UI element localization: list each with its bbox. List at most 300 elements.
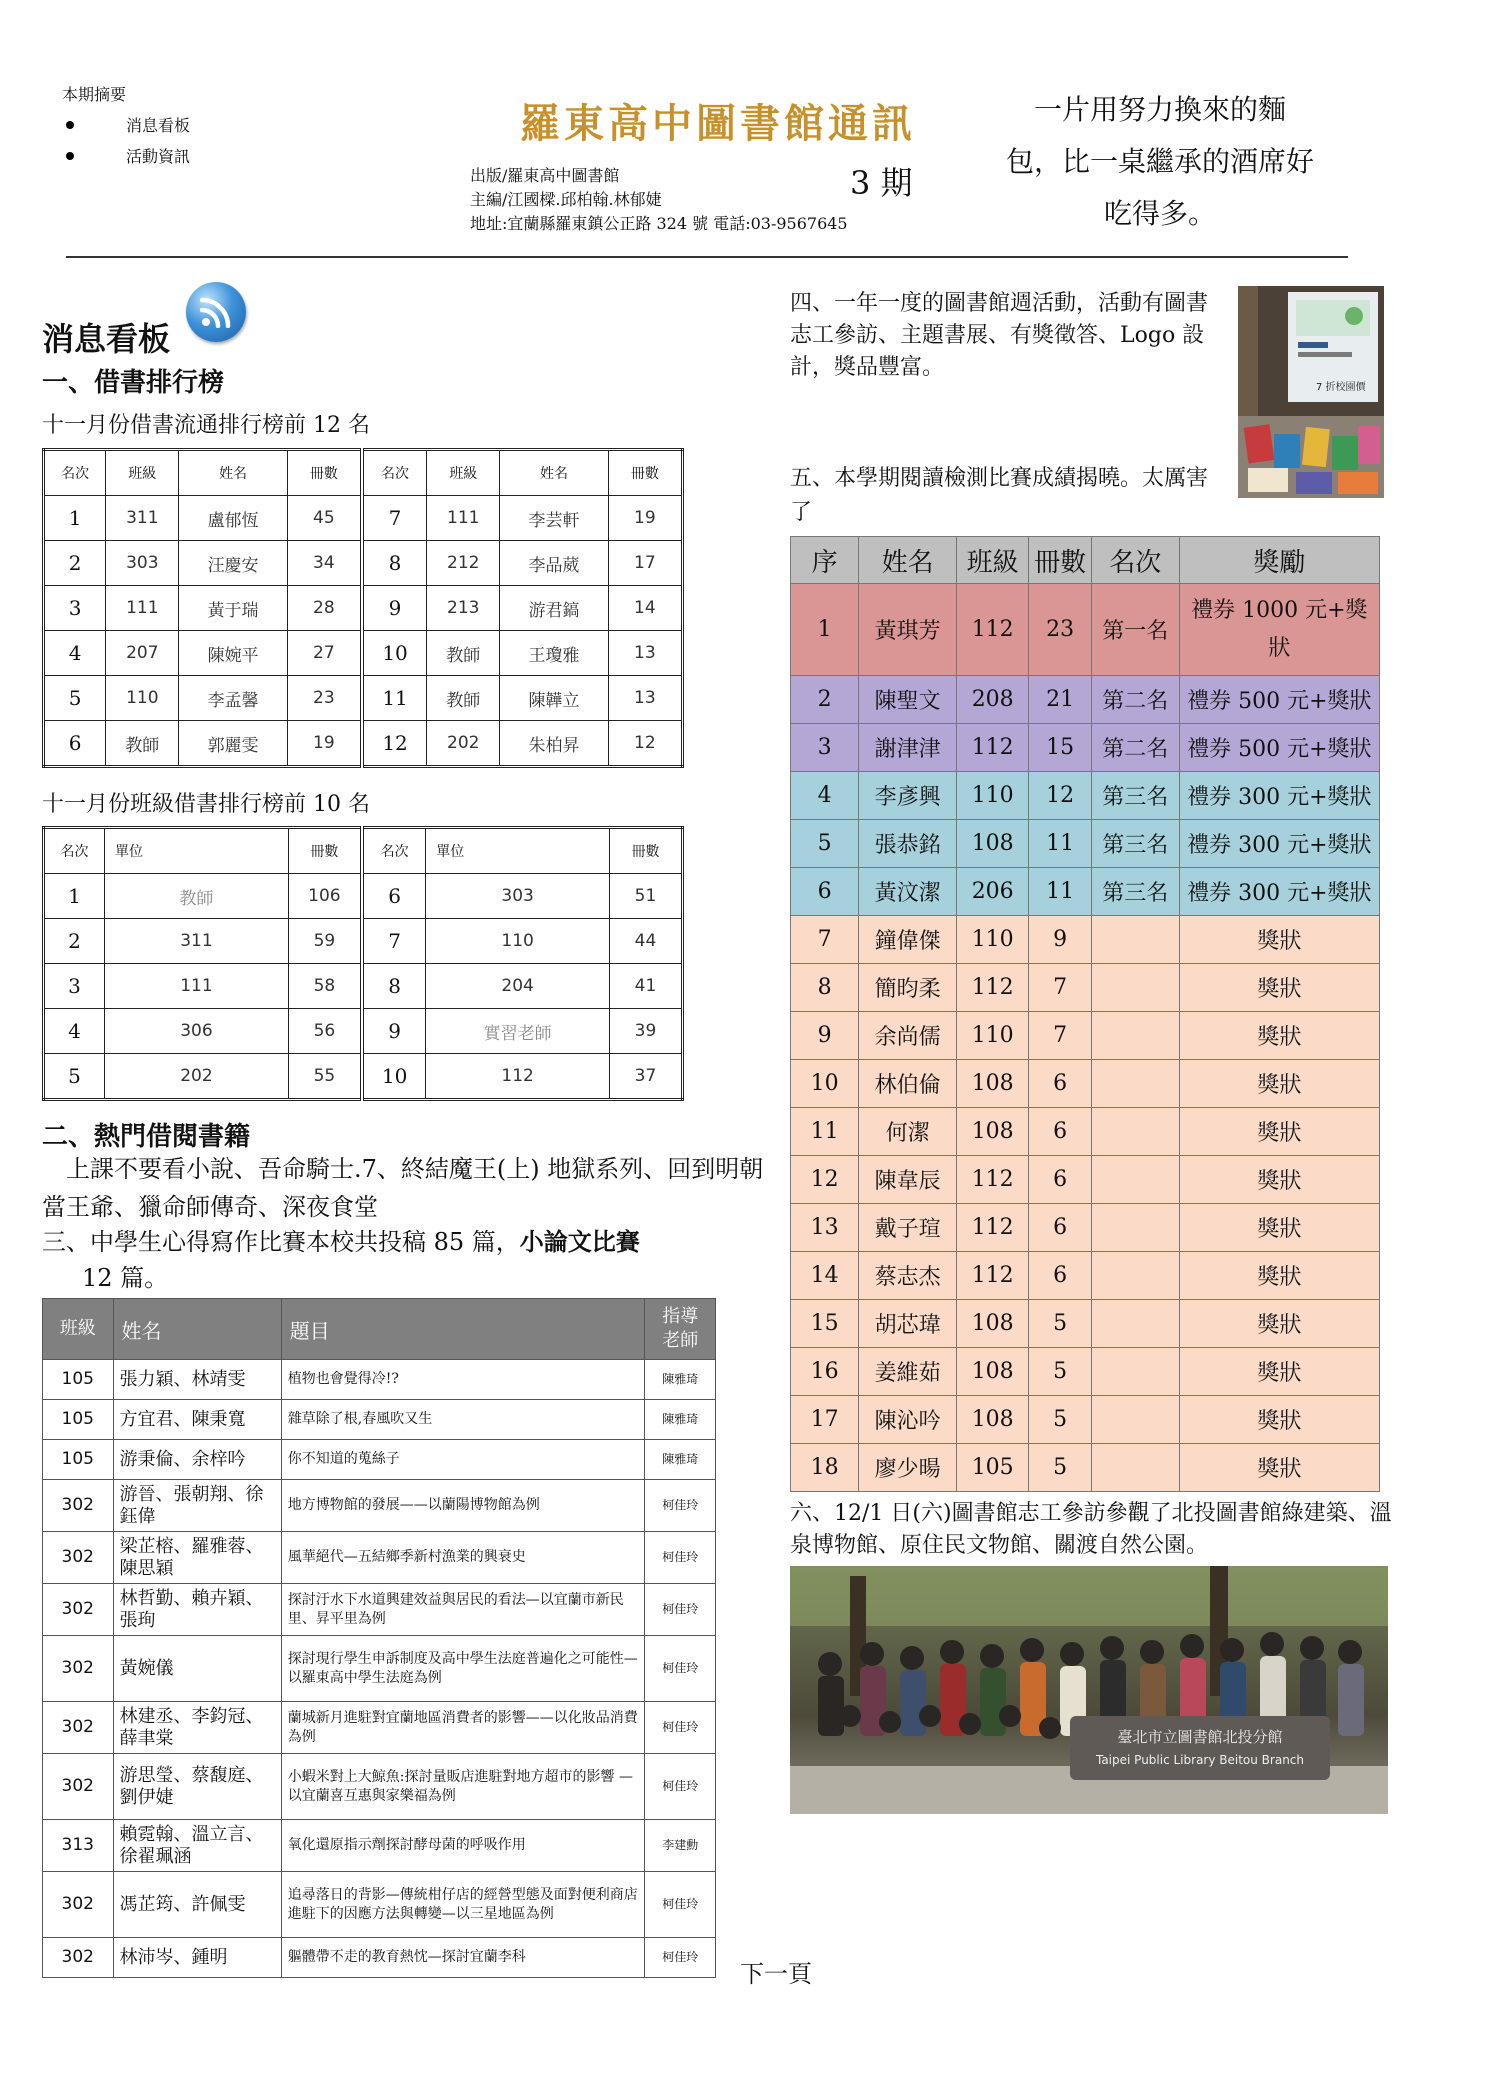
column-header: 冊數 <box>1029 537 1091 584</box>
column-header: 名次 <box>44 828 105 874</box>
table-cell: 6 <box>1029 1060 1091 1108</box>
table-cell: 206 <box>956 868 1028 916</box>
table-cell: 110 <box>956 772 1028 820</box>
table-cell: 陳雅琦 <box>645 1400 716 1440</box>
group-photo <box>790 1566 1388 1814</box>
table-row <box>43 1360 716 1400</box>
column-header: 班級 <box>43 1299 114 1360</box>
table-cell: 8 <box>362 964 426 1009</box>
table-cell <box>1091 1204 1179 1252</box>
book-display-photo <box>1238 286 1384 498</box>
table-cell: 1 <box>44 874 105 919</box>
photo-sign-en: Taipei Public Library Beitou Branch <box>1095 1753 1305 1767</box>
table-cell: 112 <box>956 1204 1028 1252</box>
table-cell: 5 <box>44 676 106 721</box>
table-cell: 311 <box>105 919 289 964</box>
table-cell: 禮券 500 元+獎狀 <box>1179 724 1379 772</box>
table-cell: 梁芷榕、羅雅蓉、陳思穎 <box>113 1532 281 1584</box>
table-cell: 7 <box>1029 964 1091 1012</box>
table-cell: 盧郁恆 <box>179 496 287 541</box>
table-cell: 4 <box>44 1009 105 1054</box>
table-row <box>43 1480 716 1532</box>
table-cell: 204 <box>426 964 610 1009</box>
table-row <box>791 584 1380 676</box>
table-cell: 56 <box>288 1009 362 1054</box>
table-cell: 林伯倫 <box>859 1060 957 1108</box>
table-cell: 第二名 <box>1091 676 1179 724</box>
table-cell: 林沛岑、鍾明 <box>113 1938 281 1978</box>
table-cell: 5 <box>1029 1444 1091 1492</box>
table-row <box>43 1636 716 1702</box>
table-cell: 風華絕代—五結鄉季新村漁業的興衰史 <box>281 1532 645 1584</box>
table-cell: 李孟馨 <box>179 676 287 721</box>
table-cell <box>1091 1108 1179 1156</box>
table-cell: 51 <box>609 874 682 919</box>
column-header: 單位 <box>105 828 289 874</box>
issue-number: 3 期 <box>850 164 913 202</box>
table-row <box>791 676 1380 724</box>
table-cell: 李芸軒 <box>500 496 608 541</box>
table-cell <box>1091 964 1179 1012</box>
table-cell: 105 <box>956 1444 1028 1492</box>
table-row <box>44 919 683 964</box>
table-row <box>43 1532 716 1584</box>
table-cell: 5 <box>1029 1300 1091 1348</box>
table-cell: 13 <box>608 631 682 676</box>
table-cell: 獎狀 <box>1179 1444 1379 1492</box>
table-cell: 蘭城新月進駐對宜蘭地區消費者的影響——以化妝品消費為例 <box>281 1702 645 1754</box>
table-cell: 柯佳玲 <box>645 1584 716 1636</box>
table-cell: 小蝦米對上大鯨魚:探討量販店進駐對地方超市的影響 —以宜蘭喜互惠與家樂福為例 <box>281 1754 645 1820</box>
table-row <box>43 1400 716 1440</box>
table-cell: 23 <box>1029 584 1091 676</box>
essay-contest-table <box>42 1298 716 1978</box>
table-cell: 戴子瑄 <box>859 1204 957 1252</box>
class-ranking-table <box>42 826 684 1101</box>
table-cell: 23 <box>287 676 362 721</box>
contest-bold: 小論文比賽 <box>519 1227 640 1256</box>
table-cell: 4 <box>44 631 106 676</box>
table-cell: 202 <box>427 721 500 767</box>
table-cell: 14 <box>791 1252 859 1300</box>
table-cell: 獎狀 <box>1179 1252 1379 1300</box>
individual-ranking-table <box>42 448 684 768</box>
newsletter-title: 羅東高中圖書館通訊 <box>520 100 916 147</box>
table-cell: 108 <box>956 1396 1028 1444</box>
table-cell: 王瓊雅 <box>500 631 608 676</box>
bullet-icon <box>66 152 74 160</box>
table-cell: 58 <box>288 964 362 1009</box>
hot-books-heading: 二、熱門借閱書籍 <box>42 1122 251 1152</box>
table-cell: 19 <box>608 496 682 541</box>
table-cell: 獎狀 <box>1179 1348 1379 1396</box>
table-cell: 游思瑩、蔡馥庭、劉伊婕 <box>113 1754 281 1820</box>
column-header: 序 <box>791 537 859 584</box>
table-cell: 獎狀 <box>1179 1156 1379 1204</box>
table-row <box>791 1252 1380 1300</box>
table-row <box>44 874 683 919</box>
table-cell: 111 <box>106 586 179 631</box>
table-row <box>791 964 1380 1012</box>
table-cell: 雜草除了根,春風吹又生 <box>281 1400 645 1440</box>
table-cell: 陳沁吟 <box>859 1396 957 1444</box>
table-row <box>791 1348 1380 1396</box>
table-cell: 110 <box>426 919 610 964</box>
table-cell: 15 <box>791 1300 859 1348</box>
ranking-heading: 一、借書排行榜 <box>42 368 225 398</box>
column-header: 班級 <box>106 450 179 496</box>
individual-ranking-caption: 十一月份借書流通排行榜前 12 名 <box>42 413 370 438</box>
editors: 主編/江國樑.邱柏翰.林郁婕 <box>470 190 662 209</box>
table-cell: 游君鎬 <box>500 586 608 631</box>
column-header: 姓名 <box>859 537 957 584</box>
column-header: 姓名 <box>179 450 287 496</box>
table-row <box>791 1012 1380 1060</box>
table-cell: 39 <box>609 1009 682 1054</box>
table-cell: 柯佳玲 <box>645 1872 716 1938</box>
table-row <box>43 1872 716 1938</box>
table-cell: 柯佳玲 <box>645 1480 716 1532</box>
table-cell: 108 <box>956 1300 1028 1348</box>
table-cell: 你不知道的蒐絲子 <box>281 1440 645 1480</box>
table-cell: 10 <box>362 1054 426 1100</box>
table-cell: 6 <box>1029 1156 1091 1204</box>
essay-table-viewport <box>42 1298 732 1990</box>
table-row <box>791 1156 1380 1204</box>
table-cell: 5 <box>1029 1348 1091 1396</box>
table-row <box>791 772 1380 820</box>
table-cell: 3 <box>791 724 859 772</box>
table-cell: 黃于瑞 <box>179 586 287 631</box>
table-cell: 21 <box>1029 676 1091 724</box>
library-week-text: 四、一年一度的圖書館週活動，活動有圖書志工參訪、主題書展、有獎徵答、Logo 設計，獎品豐富。 <box>790 291 1209 380</box>
table-cell: 陳韡立 <box>500 676 608 721</box>
table-cell <box>1091 1396 1179 1444</box>
table-cell: 108 <box>956 1348 1028 1396</box>
table-cell: 12 <box>608 721 682 767</box>
table-cell: 112 <box>956 584 1028 676</box>
table-cell: 黃琪芳 <box>859 584 957 676</box>
table-cell: 302 <box>43 1702 114 1754</box>
table-cell: 9 <box>791 1012 859 1060</box>
table-cell: 第三名 <box>1091 868 1179 916</box>
column-header: 冊數 <box>287 450 362 496</box>
table-cell: 13 <box>791 1204 859 1252</box>
table-row <box>44 721 683 767</box>
column-header: 獎勵 <box>1179 537 1379 584</box>
table-row <box>44 631 683 676</box>
table-row <box>791 1060 1380 1108</box>
hot-books-text: 上課不要看小說、吾命騎士.7、終結魔王(上) 地獄系列、回到明朝當王爺、獵命師傳奇、深夜食堂 <box>42 1155 764 1221</box>
table-cell: 111 <box>105 964 289 1009</box>
table-cell: 12 <box>791 1156 859 1204</box>
table-cell: 7 <box>791 916 859 964</box>
table-row <box>791 820 1380 868</box>
table-cell <box>1091 1156 1179 1204</box>
table-cell: 廖少暘 <box>859 1444 957 1492</box>
table-row <box>44 1054 683 1100</box>
table-cell: 6 <box>791 868 859 916</box>
table-cell: 教師 <box>427 676 500 721</box>
field-trip-text: 六、12/1 日(六)圖書館志工參訪參觀了北投圖書館綠建築、溫泉博物館、原住民文物館、關渡自然公園。 <box>790 1501 1392 1558</box>
table-row <box>44 676 683 721</box>
table-cell: 311 <box>106 496 179 541</box>
column-header: 冊數 <box>609 828 682 874</box>
table-cell: 鐘偉傑 <box>859 916 957 964</box>
table-row <box>791 916 1380 964</box>
table-cell: 8 <box>362 541 427 586</box>
table-cell: 10 <box>362 631 427 676</box>
contest-text: 三、中學生心得寫作比賽本校共投稿 85 篇，小論文比賽 12 篇。 <box>42 1227 640 1292</box>
table-cell: 1 <box>791 584 859 676</box>
table-cell: 陳雅琦 <box>645 1360 716 1400</box>
table-cell: 第三名 <box>1091 820 1179 868</box>
table-cell: 9 <box>362 1009 426 1054</box>
table-cell: 探討現行學生申訴制度及高中學生法庭普遍化之可能性—以羅東高中學生法庭為例 <box>281 1636 645 1702</box>
table-cell: 9 <box>1029 916 1091 964</box>
column-header: 名次 <box>1091 537 1179 584</box>
table-cell: 55 <box>288 1054 362 1100</box>
column-header: 冊數 <box>608 450 682 496</box>
table-cell: 柯佳玲 <box>645 1754 716 1820</box>
table-row <box>43 1440 716 1480</box>
table-cell: 汪慶安 <box>179 541 287 586</box>
table-cell: 陳聖文 <box>859 676 957 724</box>
table-cell: 7 <box>362 496 427 541</box>
table-cell: 6 <box>1029 1108 1091 1156</box>
table-cell: 16 <box>791 1348 859 1396</box>
table-cell: 1 <box>44 496 106 541</box>
table-cell: 教師 <box>105 874 289 919</box>
table-cell: 李建勳 <box>645 1820 716 1872</box>
table-cell <box>1091 1060 1179 1108</box>
table-cell: 獎狀 <box>1179 1060 1379 1108</box>
table-cell: 獎狀 <box>1179 1108 1379 1156</box>
table-row <box>791 1300 1380 1348</box>
table-cell: 姜維茹 <box>859 1348 957 1396</box>
table-cell: 李品葳 <box>500 541 608 586</box>
column-header: 題目 <box>281 1299 645 1360</box>
table-cell: 110 <box>956 1012 1028 1060</box>
table-row <box>43 1938 716 1978</box>
table-cell: 37 <box>609 1054 682 1100</box>
summary-item-activities[interactable]: 活動資訊 <box>66 144 190 167</box>
table-cell: 12 <box>362 721 427 767</box>
table-cell: 禮券 300 元+獎狀 <box>1179 772 1379 820</box>
table-cell: 第二名 <box>1091 724 1179 772</box>
table-cell: 7 <box>1029 1012 1091 1060</box>
table-cell: 302 <box>43 1532 114 1584</box>
table-cell: 28 <box>287 586 362 631</box>
table-cell: 張力穎、林靖雯 <box>113 1360 281 1400</box>
table-header-row <box>791 537 1380 584</box>
table-cell: 12 <box>1029 772 1091 820</box>
table-cell: 112 <box>956 724 1028 772</box>
table-cell: 112 <box>956 964 1028 1012</box>
table-cell: 213 <box>427 586 500 631</box>
table-cell: 7 <box>362 919 426 964</box>
table-cell: 110 <box>956 916 1028 964</box>
table-cell: 302 <box>43 1480 114 1532</box>
table-row <box>43 1702 716 1754</box>
table-cell: 何潔 <box>859 1108 957 1156</box>
address: 地址:宜蘭縣羅東鎮公正路 324 號 電話:03-9567645 <box>470 214 848 233</box>
table-cell: 110 <box>106 676 179 721</box>
table-cell: 胡芯瑋 <box>859 1300 957 1348</box>
table-cell: 5 <box>1029 1396 1091 1444</box>
table-cell: 林哲勤、賴卉穎、張珣 <box>113 1584 281 1636</box>
table-cell: 2 <box>44 919 105 964</box>
table-cell: 6 <box>362 874 426 919</box>
table-row <box>791 868 1380 916</box>
table-cell: 陳雅琦 <box>645 1440 716 1480</box>
table-cell: 313 <box>43 1820 114 1872</box>
table-cell: 11 <box>362 676 427 721</box>
column-header: 班級 <box>956 537 1028 584</box>
table-cell: 游晉、張朝翔、徐鈺偉 <box>113 1480 281 1532</box>
table-cell: 11 <box>791 1108 859 1156</box>
column-header: 名次 <box>362 450 427 496</box>
table-cell: 8 <box>791 964 859 1012</box>
table-cell: 302 <box>43 1636 114 1702</box>
table-cell: 112 <box>426 1054 610 1100</box>
table-cell: 陳婉平 <box>179 631 287 676</box>
table-cell: 45 <box>287 496 362 541</box>
table-cell: 獎狀 <box>1179 1396 1379 1444</box>
summary-title: 本期摘要 <box>62 85 127 104</box>
table-cell: 302 <box>43 1872 114 1938</box>
table-cell <box>1091 916 1179 964</box>
reading-contest-text: 五、本學期閱讀檢測比賽成績揭曉。太厲害了 <box>790 466 1209 525</box>
table-cell: 禮券 1000 元+獎狀 <box>1179 584 1379 676</box>
table-cell: 教師 <box>427 631 500 676</box>
table-cell <box>1091 1300 1179 1348</box>
table-cell <box>1091 1252 1179 1300</box>
table-cell: 林建丞、李鈞冠、薛聿棠 <box>113 1702 281 1754</box>
table-cell: 郭麗雯 <box>179 721 287 767</box>
table-cell: 3 <box>44 586 106 631</box>
table-cell: 禮券 300 元+獎狀 <box>1179 820 1379 868</box>
table-cell: 軀體帶不走的教育熱忱—探討宜蘭李科 <box>281 1938 645 1978</box>
column-header: 單位 <box>426 828 610 874</box>
table-cell: 13 <box>608 676 682 721</box>
table-cell: 112 <box>956 1252 1028 1300</box>
table-cell: 2 <box>44 541 106 586</box>
class-ranking-caption: 十一月份班級借書排行榜前 10 名 <box>42 792 370 817</box>
issue-summary <box>62 82 190 167</box>
table-cell: 張恭銘 <box>859 820 957 868</box>
table-cell: 17 <box>608 541 682 586</box>
reading-contest-table <box>790 536 1380 1492</box>
table-cell: 306 <box>105 1009 289 1054</box>
table-cell: 柯佳玲 <box>645 1532 716 1584</box>
table-cell: 獎狀 <box>1179 1300 1379 1348</box>
table-cell: 44 <box>609 919 682 964</box>
table-cell: 17 <box>791 1396 859 1444</box>
table-row <box>44 1009 683 1054</box>
table-cell: 212 <box>427 541 500 586</box>
table-cell: 108 <box>956 1108 1028 1156</box>
table-cell: 柯佳玲 <box>645 1938 716 1978</box>
table-cell: 105 <box>43 1400 114 1440</box>
table-cell: 柯佳玲 <box>645 1636 716 1702</box>
table-cell: 游秉倫、余梓吟 <box>113 1440 281 1480</box>
publisher: 出版/羅東高中圖書館 <box>470 166 620 185</box>
table-cell: 獎狀 <box>1179 916 1379 964</box>
table-cell: 208 <box>956 676 1028 724</box>
table-row <box>44 964 683 1009</box>
table-cell: 18 <box>791 1444 859 1492</box>
table-cell <box>1091 1444 1179 1492</box>
table-cell: 112 <box>956 1156 1028 1204</box>
table-cell: 禮券 300 元+獎狀 <box>1179 868 1379 916</box>
table-row <box>791 1204 1380 1252</box>
table-cell: 15 <box>1029 724 1091 772</box>
table-cell: 27 <box>287 631 362 676</box>
bullet-icon <box>66 121 74 129</box>
table-cell: 謝津津 <box>859 724 957 772</box>
column-header: 名次 <box>44 450 106 496</box>
table-row <box>791 1396 1380 1444</box>
table-cell: 303 <box>426 874 610 919</box>
table-row <box>791 1108 1380 1156</box>
motto-quote: 一片用努力換來的麵 包，比一桌繼承的酒席好 吃得多。 <box>1005 93 1314 230</box>
table-cell: 4 <box>791 772 859 820</box>
table-cell: 地方博物館的發展——以蘭陽博物館為例 <box>281 1480 645 1532</box>
table-cell <box>1091 1348 1179 1396</box>
column-header: 冊數 <box>288 828 362 874</box>
publication-info <box>470 164 848 236</box>
table-cell: 獎狀 <box>1179 964 1379 1012</box>
table-cell: 303 <box>106 541 179 586</box>
table-cell: 202 <box>105 1054 289 1100</box>
summary-item-news[interactable]: 消息看板 <box>66 113 190 136</box>
table-header-row <box>44 450 683 496</box>
column-header: 指導老師 <box>645 1299 716 1360</box>
table-cell: 獎狀 <box>1179 1204 1379 1252</box>
photo-sign-zh: 臺北市立圖書館北投分館 <box>1117 1728 1283 1746</box>
header-divider <box>66 256 1348 258</box>
next-page-link[interactable]: 下一頁 <box>740 1960 812 1988</box>
table-cell: 2 <box>791 676 859 724</box>
table-cell: 10 <box>791 1060 859 1108</box>
table-cell: 34 <box>287 541 362 586</box>
table-header-row <box>43 1299 716 1360</box>
column-header: 班級 <box>427 450 500 496</box>
table-row <box>44 586 683 631</box>
table-cell: 教師 <box>106 721 179 767</box>
table-cell: 探討汙水下水道興建效益與居民的看法—以宜蘭市新民里、昇平里為例 <box>281 1584 645 1636</box>
table-row <box>44 496 683 541</box>
table-header-row <box>44 828 683 874</box>
table-cell: 李彥興 <box>859 772 957 820</box>
table-cell: 植物也會覺得冷!? <box>281 1360 645 1400</box>
table-cell: 302 <box>43 1754 114 1820</box>
table-cell: 11 <box>1029 820 1091 868</box>
table-cell: 方宜君、陳秉寬 <box>113 1400 281 1440</box>
table-cell: 19 <box>287 721 362 767</box>
table-cell: 陳韋辰 <box>859 1156 957 1204</box>
table-cell: 302 <box>43 1938 114 1978</box>
table-cell: 6 <box>1029 1204 1091 1252</box>
table-cell: 簡昀柔 <box>859 964 957 1012</box>
table-cell: 105 <box>43 1360 114 1400</box>
column-header: 姓名 <box>500 450 608 496</box>
table-row <box>43 1584 716 1636</box>
display-sign-text: 7 折校園價 <box>1316 382 1366 393</box>
table-cell: 蔡志杰 <box>859 1252 957 1300</box>
news-board-heading: 消息看板 <box>42 320 171 358</box>
